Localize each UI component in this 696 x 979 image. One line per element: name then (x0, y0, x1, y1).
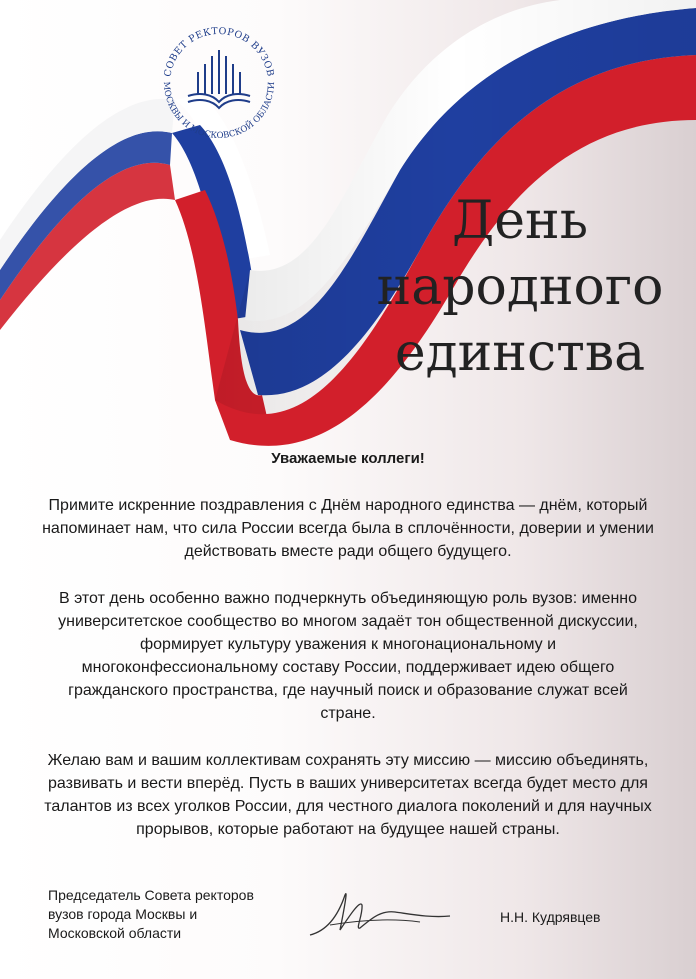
open-book-with-columns-icon (188, 50, 250, 108)
title-line-2: народного (376, 257, 664, 317)
page-title (360, 188, 680, 386)
signer-position-line-2: вузов города Москвы и (48, 906, 198, 922)
signer-name: Н.Н. Кудрявцев (500, 909, 601, 925)
paragraph-2: В этот день особенно важно подчеркнуть объединяющую роль вузов: именно университетское сообщество во многом задаёт тон общественной дискуссии, формирует культуру уважения к многонациональному и многоконфессиональному составу России, поддерживает идею общего гражданского пространства, где научный поиск и образование служат всей стране. (58, 590, 638, 722)
signer-position (48, 886, 298, 943)
paragraph-1: Примите искренние поздравления с Днём народного единства — днём, который напоминает нам, что сила России всегда была в сплочённости, доверии и умении действовать вместе ради общего будущего. (42, 497, 654, 560)
signer-position-line-3: Московской области (48, 925, 182, 941)
greeting: Уважаемые коллеги! (271, 450, 425, 467)
rectors-council-logo (150, 14, 288, 152)
signer-position-line-1: Председатель Совета ректоров (48, 887, 254, 903)
title-line-3: единства (394, 323, 646, 383)
handwritten-signature (300, 880, 460, 950)
logo-text-top: СОВЕТ РЕКТОРОВ ВУЗОВ (162, 25, 276, 78)
title-line-1: День (451, 191, 589, 251)
paragraph-3: Желаю вам и вашим коллективам сохранять эту миссию — миссию объединять, развивать и вести вперёд. Пусть в ваших университетах всегда будет место для талантов из всех уголков России, для честного диалога поколений и для научных прорывов, которые работают на будущее нашей страны. (44, 752, 652, 838)
logo-text-bottom: МОСКВЫ И МОСКОВСКОЙ ОБЛАСТИ (160, 81, 278, 142)
